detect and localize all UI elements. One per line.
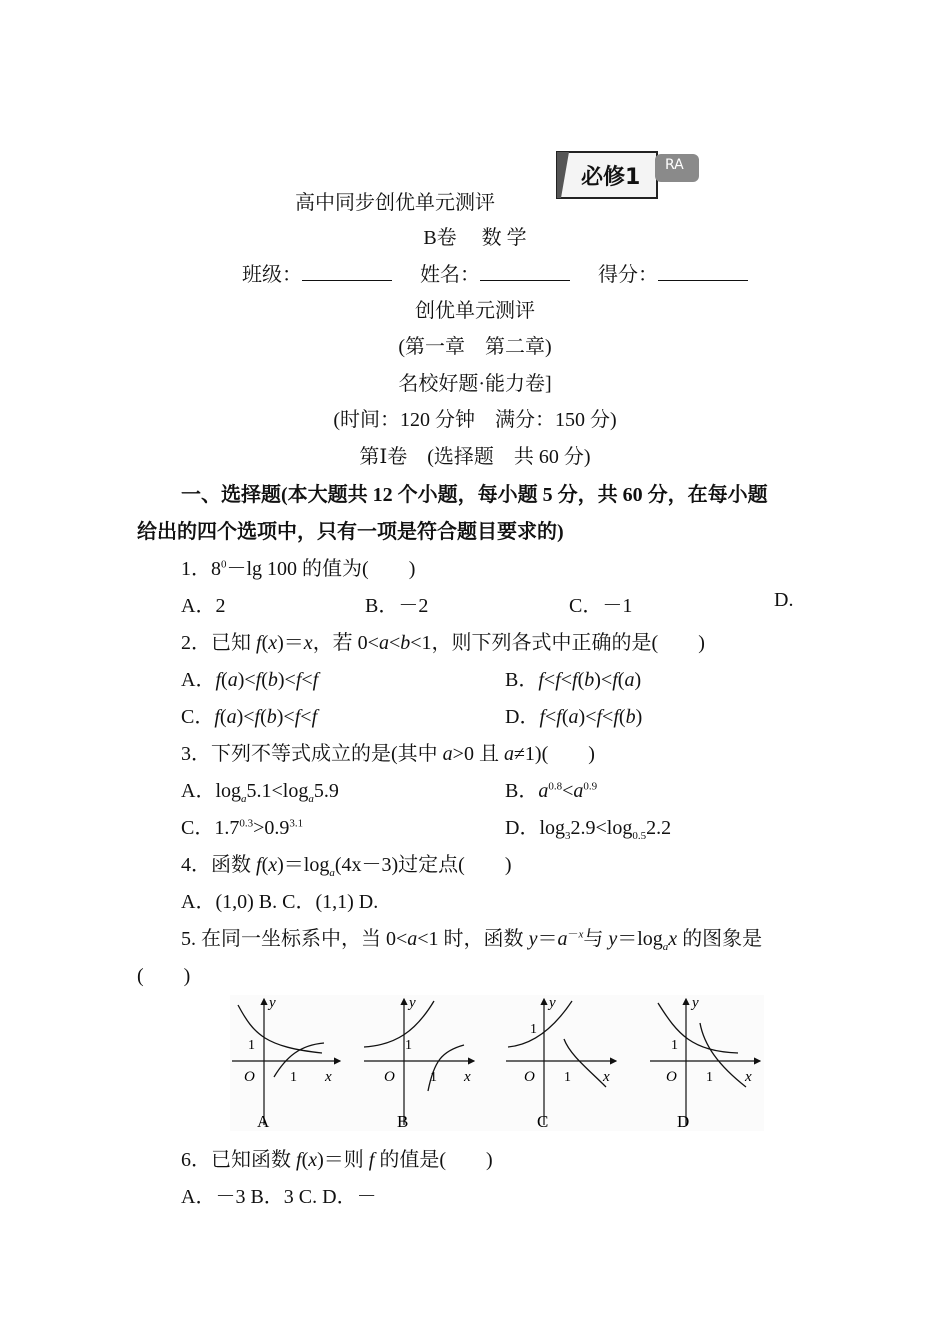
graph-b-x-label: x xyxy=(464,1069,471,1085)
graph-a-x-one: 1 xyxy=(290,1070,297,1085)
graph-a-label: A xyxy=(257,1112,270,1131)
volume-subject: B卷 数 学 xyxy=(423,227,527,249)
graph-b-x-one: 1 xyxy=(430,1070,437,1085)
score-label: 得分： xyxy=(598,264,658,286)
textbook-badge xyxy=(551,150,701,204)
score-field[interactable] xyxy=(658,262,748,281)
q2-option-d: D．f<f(a)<f<f(b) xyxy=(505,706,643,728)
graph-b-y-label: y xyxy=(409,995,416,1011)
q3-option-a: A．$\log_a5.1<\log_a5.9$ xyxy=(181,780,339,805)
graph-a-y-one: 1 xyxy=(248,1038,255,1053)
name-label: 姓名： xyxy=(420,264,480,286)
graph-d-x-label: x xyxy=(745,1069,752,1085)
q3-option-d: D．$\log_32.9<\log_{0.5}2.2$ xyxy=(505,817,672,842)
graph-c-y-label: y xyxy=(549,995,556,1011)
q2-option-a: A．f(a)<f(b)<f<f xyxy=(181,669,319,691)
q1-option-c: C．－1 xyxy=(569,595,633,617)
graph-c-y-one: 1 xyxy=(530,1022,537,1037)
graph-d-label: D xyxy=(677,1112,690,1131)
chapters: (第一章 第二章) xyxy=(398,336,552,358)
time-and-score: (时间：120 分钟 满分：150 分) xyxy=(333,409,617,431)
section-heading-line1: 一、选择题(本大题共 12 个小题，每小题 5 分，共 60 分，在每小题 xyxy=(181,484,768,506)
graph-c-label: C xyxy=(537,1112,549,1131)
q5-graphs-figure xyxy=(230,995,764,1131)
q3-option-c: C．$1.7^{0.3}>0.9^{3.1}$ xyxy=(181,817,304,839)
q6-options: A．－3 B．3 C. D．－ xyxy=(181,1186,377,1208)
question-1: 1．$8^0-\lg$ 100 的值为( ) xyxy=(181,558,416,580)
graph-a-origin: O xyxy=(244,1069,255,1085)
graph-d-x-one: 1 xyxy=(706,1070,713,1085)
graph-b-y-one: 1 xyxy=(405,1038,412,1053)
badge-tag: RA xyxy=(665,157,684,173)
badge-text: 必修1 xyxy=(581,165,641,190)
graph-a-y-label: y xyxy=(269,995,276,1011)
question-5: 5. 在同一坐标系中，当 0<a<1 时，函数 $y=a^{-x}$与 $y=\log_ax$ 的图象是 xyxy=(181,928,763,953)
graph-c-x-one: 1 xyxy=(564,1070,571,1085)
q3-option-b: B．$a^{0.8}<a^{0.9}$ xyxy=(505,780,598,802)
paper-kind: 名校好题·能力卷] xyxy=(398,373,552,395)
page-title: 高中同步创优单元测评 xyxy=(295,192,495,214)
name-field[interactable] xyxy=(480,262,570,281)
q5-graphs-svg xyxy=(230,995,764,1131)
q2-option-c: C．f(a)<f(b)<f<f xyxy=(181,706,318,728)
graph-b-origin: O xyxy=(384,1069,395,1085)
graph-d-origin: O xyxy=(666,1069,677,1085)
class-field[interactable] xyxy=(302,262,392,281)
question-5-paren: ( ) xyxy=(137,965,191,987)
sub-title: 创优单元测评 xyxy=(415,300,535,322)
question-2: 2．已知 f(x)＝x，若 0<a<b<1，则下列各式中正确的是( ) xyxy=(181,632,705,654)
student-info-row xyxy=(242,258,748,287)
q1-option-b: B．－2 xyxy=(365,595,429,617)
graph-d-y-one: 1 xyxy=(671,1038,678,1053)
graph-c-origin: O xyxy=(524,1069,535,1085)
q4-stem-tail: (4x－3)过定点( ) xyxy=(334,854,512,876)
question-6: 6．已知函数 f(x)＝则 f 的值是( ) xyxy=(181,1149,493,1171)
section-heading-line2: 给出的四个选项中，只有一项是符合题目要求的) xyxy=(137,521,564,543)
graph-b-label: B xyxy=(397,1112,409,1131)
question-4: 4．函数 $f(x)=\log_a(4x-3)$过定点( ) xyxy=(181,854,512,879)
graph-a-x-label: x xyxy=(325,1069,332,1085)
q1-option-d: D. xyxy=(774,589,794,611)
class-label: 班级： xyxy=(242,264,302,286)
question-3: 3．下列不等式成立的是(其中 a>0 且 a≠1)( ) xyxy=(181,743,595,765)
q4-options: A．(1,0) B. C．(1,1) D. xyxy=(181,891,379,913)
graph-c-x-label: x xyxy=(603,1069,610,1085)
graph-d-y-label: y xyxy=(692,995,699,1011)
q1-option-a: A．2 xyxy=(181,595,226,617)
part-title: 第Ⅰ卷 (选择题 共 60 分) xyxy=(359,446,591,468)
q2-option-b: B．f<f<f(b)<f(a) xyxy=(505,669,642,691)
